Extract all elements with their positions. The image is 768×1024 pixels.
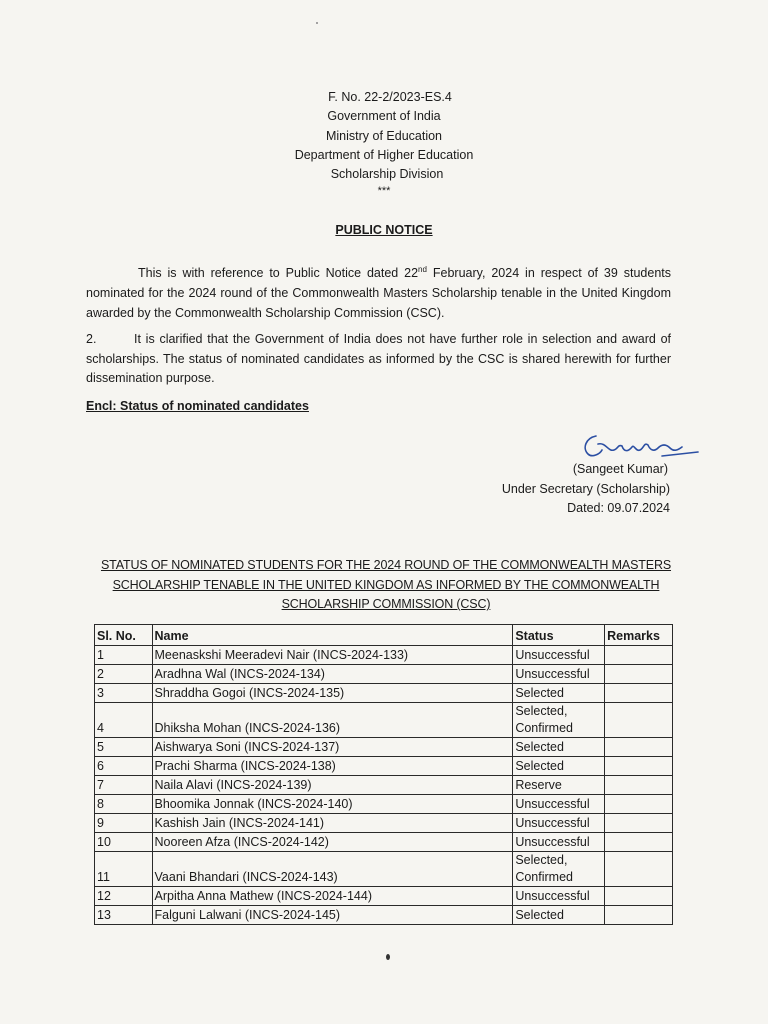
cell-remarks [605, 833, 673, 852]
cell-name: Falguni Lalwani (INCS-2024-145) [152, 906, 513, 925]
header-sl-no: Sl. No. [95, 625, 153, 646]
cell-status: Selected [513, 906, 605, 925]
cell-status: Unsuccessful [513, 665, 605, 684]
paragraph-1 [86, 260, 671, 323]
cell-name: Vaani Bhandari (INCS-2024-143) [152, 852, 513, 887]
table-row [95, 646, 673, 665]
header-remarks: Remarks [605, 625, 673, 646]
file-number: F. No. 22-2/2023-ES.4 [328, 90, 452, 104]
paragraph-2 [86, 330, 671, 389]
table-row [95, 814, 673, 833]
cell-remarks [605, 738, 673, 757]
cell-status: Selected [513, 757, 605, 776]
cell-sl: 9 [95, 814, 153, 833]
table-row [95, 738, 673, 757]
paragraph-1-text-start: This is with reference to Public Notice dated 22 [138, 266, 419, 281]
government-name: Government of India [327, 109, 441, 124]
table-row [95, 684, 673, 703]
ministry-name: Ministry of Education [325, 128, 443, 143]
status-title-line-3: SCHOLARSHIP COMMISSION (CSC) [281, 597, 491, 612]
cell-sl: 3 [95, 684, 153, 703]
cell-status: Unsuccessful [513, 795, 605, 814]
letterhead [0, 88, 768, 198]
cell-sl: 2 [95, 665, 153, 684]
cell-sl: 8 [95, 795, 153, 814]
cell-sl: 6 [95, 757, 153, 776]
table-row [95, 852, 673, 887]
table-row [95, 776, 673, 795]
scan-speck [386, 954, 390, 960]
table-row [95, 703, 673, 738]
table-row [95, 906, 673, 925]
cell-sl: 12 [95, 887, 153, 906]
cell-sl: 10 [95, 833, 153, 852]
cell-status: Reserve [513, 776, 605, 795]
table-row [95, 665, 673, 684]
status-table-title [86, 556, 686, 615]
cell-remarks [605, 852, 673, 887]
cell-name: Aishwarya Soni (INCS-2024-137) [152, 738, 513, 757]
cell-status: Unsuccessful [513, 887, 605, 906]
signatory-designation: Under Secretary (Scholarship) [501, 481, 670, 496]
signature-date: Dated: 09.07.2024 [567, 501, 670, 515]
cell-status: Selected, Confirmed [513, 703, 605, 738]
cell-remarks [605, 665, 673, 684]
cell-sl: 11 [95, 852, 153, 887]
enclosure-label: Encl: Status of nominated candidates [86, 399, 309, 413]
cell-remarks [605, 776, 673, 795]
cell-name: Prachi Sharma (INCS-2024-138) [152, 757, 513, 776]
cell-remarks [605, 795, 673, 814]
status-title-line-2: SCHOLARSHIP TENABLE IN THE UNITED KINGDOM AS INFORMED BY THE COMMONWEALTH [112, 577, 660, 592]
cell-name: Bhoomika Jonnak (INCS-2024-140) [152, 795, 513, 814]
cell-status: Unsuccessful [513, 646, 605, 665]
cell-name: Naila Alavi (INCS-2024-139) [152, 776, 513, 795]
cell-status: Unsuccessful [513, 833, 605, 852]
table-row [95, 757, 673, 776]
cell-status: Unsuccessful [513, 814, 605, 833]
cell-name: Aradhna Wal (INCS-2024-134) [152, 665, 513, 684]
cell-name: Nooreen Afza (INCS-2024-142) [152, 833, 513, 852]
cell-remarks [605, 906, 673, 925]
header-status: Status [513, 625, 605, 646]
ordinal-suffix: nd [418, 265, 427, 274]
cell-status: Selected, Confirmed [513, 852, 605, 887]
cell-sl: 1 [95, 646, 153, 665]
status-table [94, 624, 673, 925]
table-row [95, 795, 673, 814]
cell-name: Dhiksha Mohan (INCS-2024-136) [152, 703, 513, 738]
status-title-line-1: STATUS OF NOMINATED STUDENTS FOR THE 2024 ROUND OF THE COMMONWEALTH MASTERS [100, 558, 672, 572]
header-name: Name [152, 625, 513, 646]
paragraph-2-number: 2. [86, 332, 97, 346]
cell-sl: 4 [95, 703, 153, 738]
cell-status: Selected [513, 738, 605, 757]
cell-name: Shraddha Gogoi (INCS-2024-135) [152, 684, 513, 703]
cell-sl: 5 [95, 738, 153, 757]
paragraph-2-text: It is clarified that the Government of India does not have further role in selection and award of scholarships. The status of nominated candidates as informed by the CSC is shared herewith for further dissemination purpose. [86, 332, 671, 386]
table-row [95, 833, 673, 852]
cell-remarks [605, 757, 673, 776]
cell-name: Kashish Jain (INCS-2024-141) [152, 814, 513, 833]
cell-remarks [605, 646, 673, 665]
division-name: Scholarship Division [330, 167, 444, 182]
department-name: Department of Higher Education [294, 147, 474, 162]
notice-title: PUBLIC NOTICE [335, 223, 433, 237]
paragraph-1-text-end: February, 2024 in respect of 39 students nominated for the 2024 round of the Commonwealth Masters Scholarship tenable in the United Kingdom awarded by the Commonwealth Scholarship Commission (CSC). [86, 266, 671, 320]
cell-name: Meenaskshi Meeradevi Nair (INCS-2024-133) [152, 646, 513, 665]
signature-block [502, 460, 670, 519]
table-row [95, 887, 673, 906]
scan-speck [316, 22, 318, 24]
cell-name: Arpitha Anna Mathew (INCS-2024-144) [152, 887, 513, 906]
table-header-row [95, 625, 673, 646]
cell-remarks [605, 703, 673, 738]
cell-status: Selected [513, 684, 605, 703]
signatory-name: (Sangeet Kumar) [572, 462, 668, 476]
cell-remarks [605, 814, 673, 833]
cell-remarks [605, 887, 673, 906]
separator-stars: *** [377, 185, 391, 198]
cell-sl: 13 [95, 906, 153, 925]
cell-remarks [605, 684, 673, 703]
cell-sl: 7 [95, 776, 153, 795]
